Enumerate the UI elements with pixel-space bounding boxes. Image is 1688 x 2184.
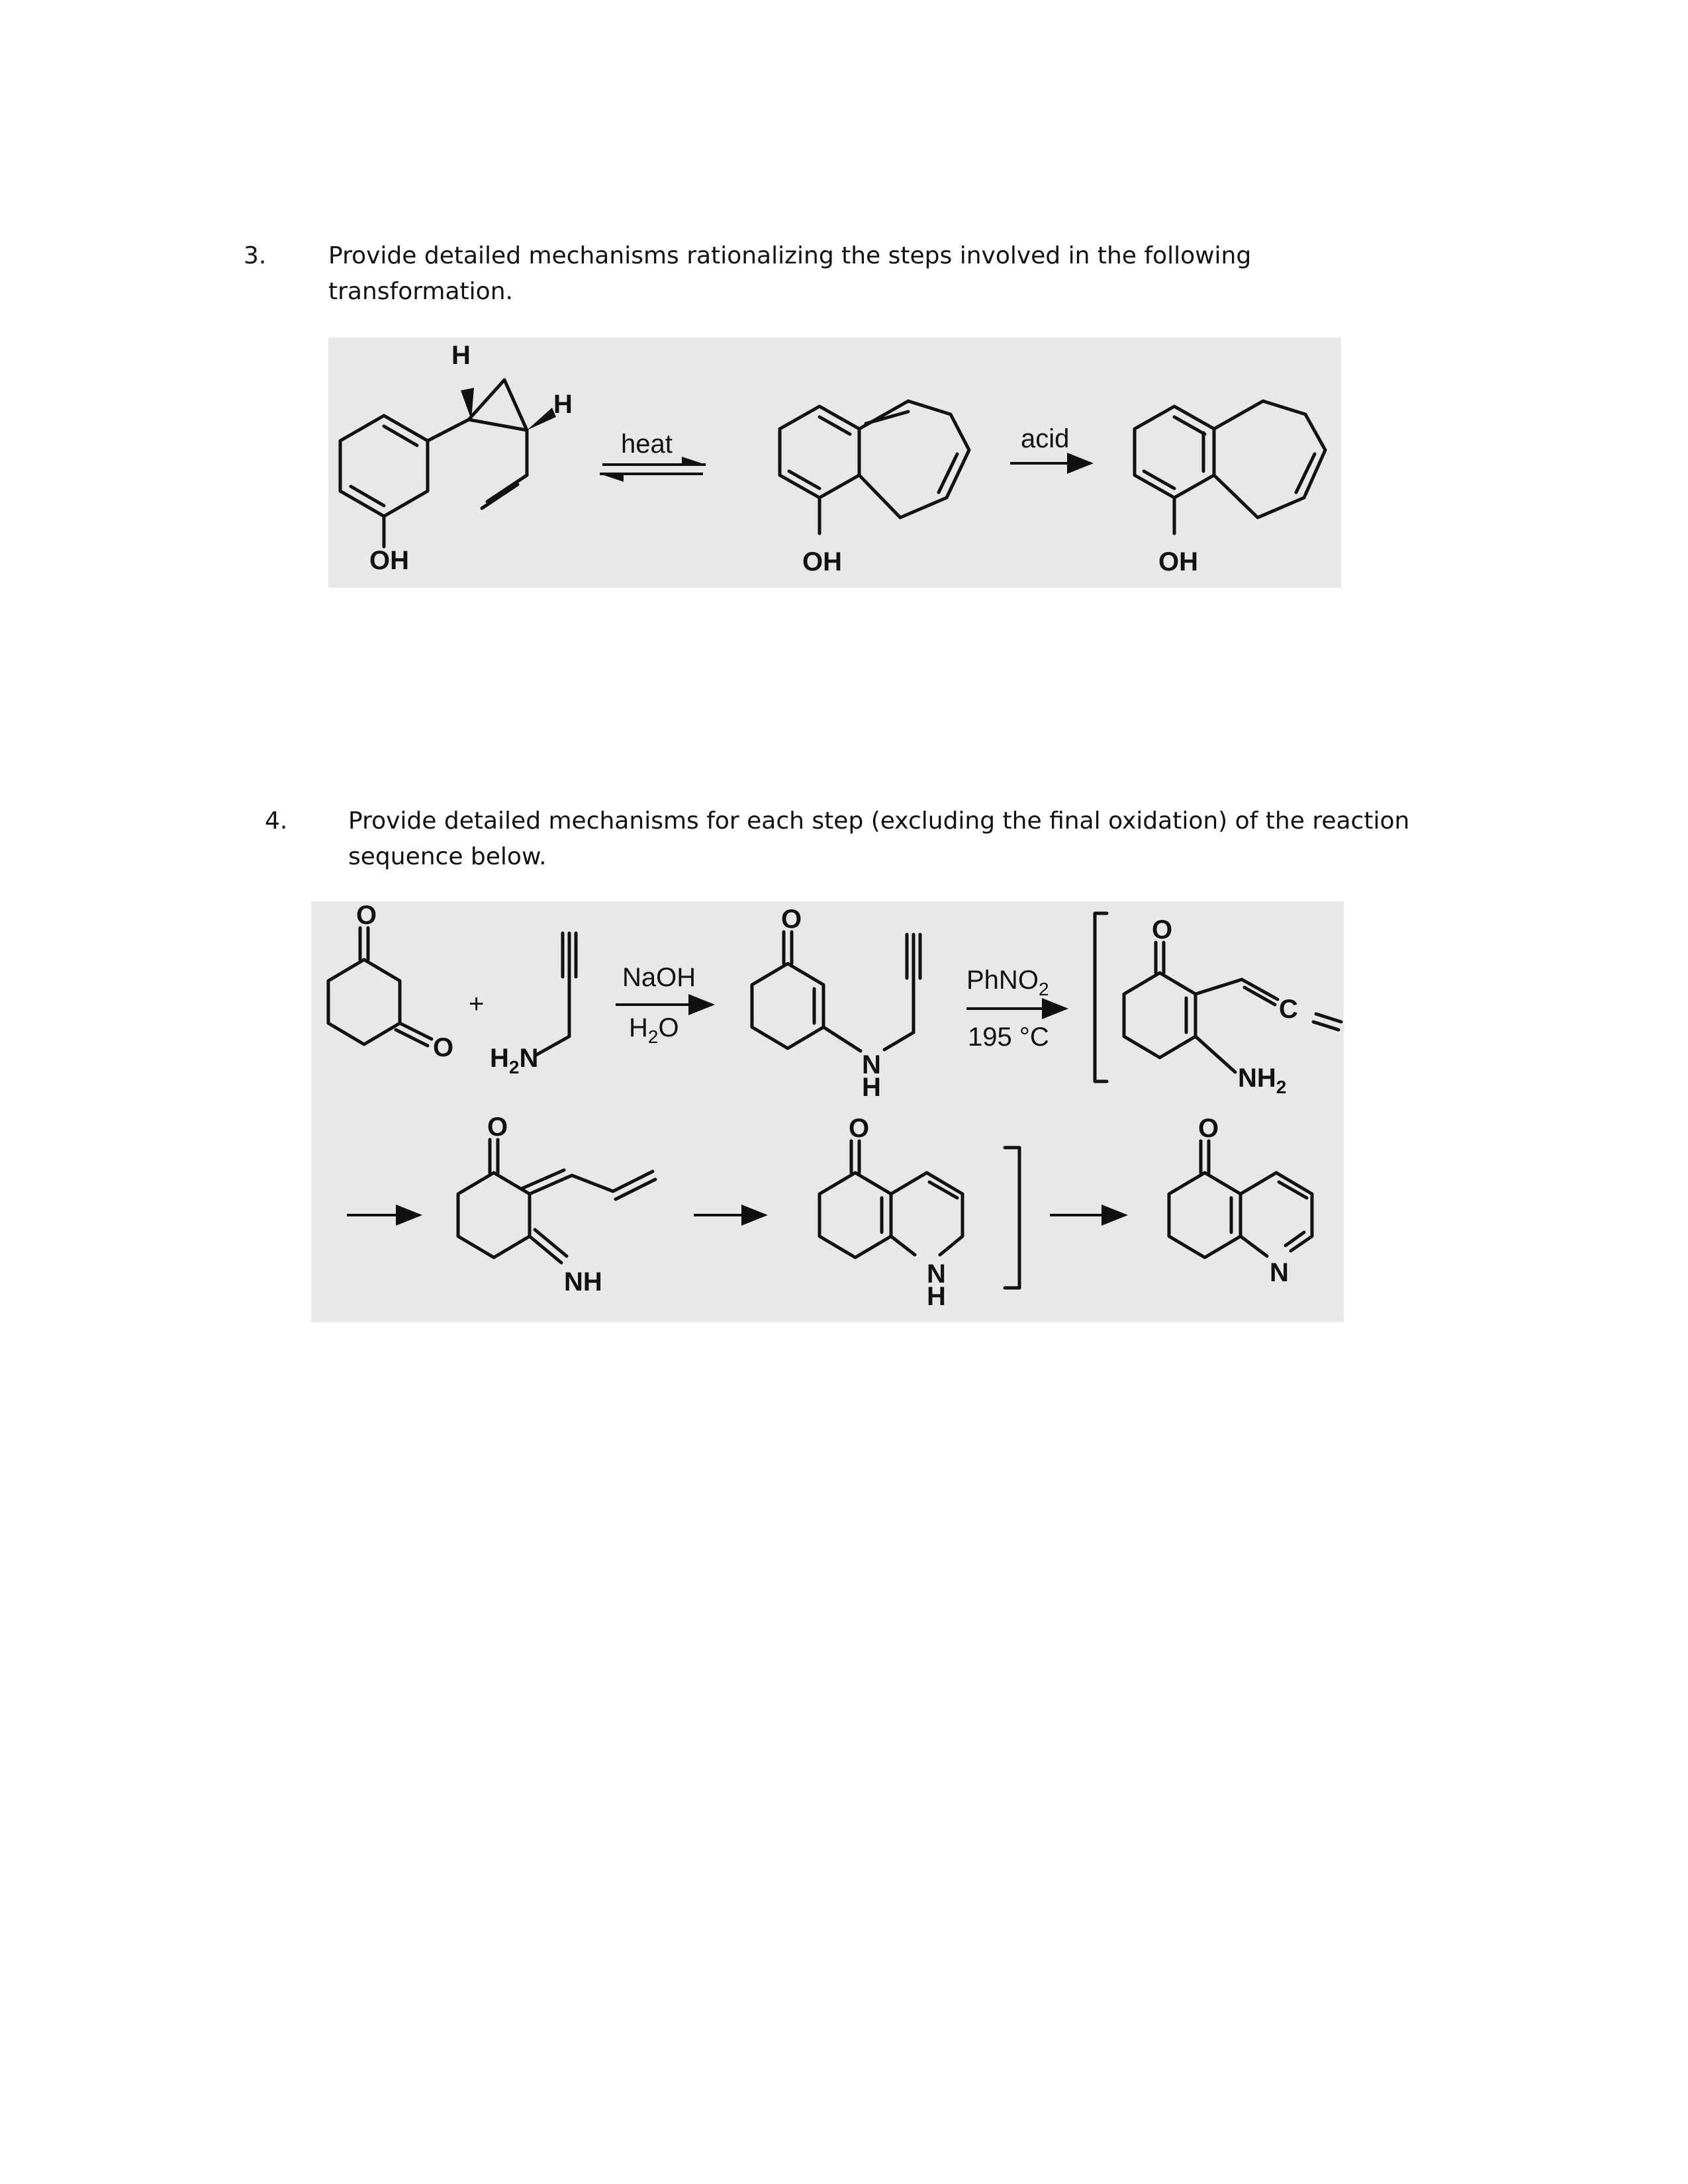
label-enamine-n: N <box>862 1050 881 1079</box>
label-oh-1: OH <box>369 546 409 575</box>
arrow-acid <box>1010 424 1091 463</box>
label-nh2: $NH_2$ <box>1238 1064 1287 1097</box>
label-oh-3: OH <box>1158 547 1198 576</box>
wedge-bond-right <box>527 408 556 430</box>
reagent-naoh: NaOH <box>622 963 696 992</box>
reagent-temperature: 195 °C <box>968 1023 1049 1052</box>
label-o-c: O <box>781 905 802 934</box>
question-3-line-1: Provide detailed mechanisms rationalizing the steps involved in the following <box>328 242 1252 269</box>
arrow-naoh <box>616 963 712 1047</box>
reagent-acid: acid <box>1021 424 1070 453</box>
label-o-e: O <box>487 1113 508 1142</box>
label-h2n: $H_2N$ <box>490 1044 539 1077</box>
plus-sign: + <box>469 989 485 1019</box>
label-dhp-h: H <box>927 1282 946 1311</box>
molecule-dihydroquinolinone <box>820 1114 962 1311</box>
label-oh-2: OH <box>802 547 842 576</box>
label-o-a: O <box>356 901 377 930</box>
molecule-benzocycloheptene-product <box>1135 401 1325 576</box>
reagent-phno2: PhNO$_2$ <box>966 966 1049 999</box>
question-4-line-2: sequence below. <box>348 843 547 870</box>
question-3-number: 3. <box>244 242 267 269</box>
question-3-line-2: transformation. <box>328 278 513 305</box>
question-4-line-1: Provide detailed mechanisms for each step (excluding the final oxidation) of the reaction <box>348 807 1410 835</box>
molecule-allenyl-enaminone <box>1124 915 1341 1097</box>
label-o-f: O <box>849 1114 870 1143</box>
reagent-heat: heat <box>621 430 673 459</box>
label-enamine-h: H <box>862 1073 881 1102</box>
label-h-top: H <box>451 341 471 370</box>
reagent-h2o: $H_2O$ <box>629 1013 679 1047</box>
label-dhp-n: N <box>927 1259 946 1289</box>
molecule-cyclopropane-phenol <box>340 341 573 575</box>
molecule-dienyl-imine <box>458 1113 655 1297</box>
molecule-cyclohexanedione <box>328 901 453 1062</box>
molecule-tetrahydroquinolinone <box>1169 1114 1312 1287</box>
molecule-enaminone <box>752 905 920 1102</box>
arrow-phno2 <box>966 966 1066 1052</box>
label-h-right: H <box>553 390 573 419</box>
label-o-d: O <box>1152 915 1173 944</box>
question-4-number: 4. <box>265 807 288 835</box>
molecule-propargylamine <box>490 933 576 1077</box>
molecule-benzocycloheptadiene <box>780 401 969 576</box>
label-o-g: O <box>1198 1114 1219 1143</box>
equilibrium-arrow-heat <box>600 430 706 482</box>
label-allene-c: C <box>1279 995 1298 1024</box>
label-imine-nh: NH <box>564 1267 602 1297</box>
label-o-b: O <box>433 1033 454 1062</box>
label-pyridine-n: N <box>1270 1258 1289 1287</box>
